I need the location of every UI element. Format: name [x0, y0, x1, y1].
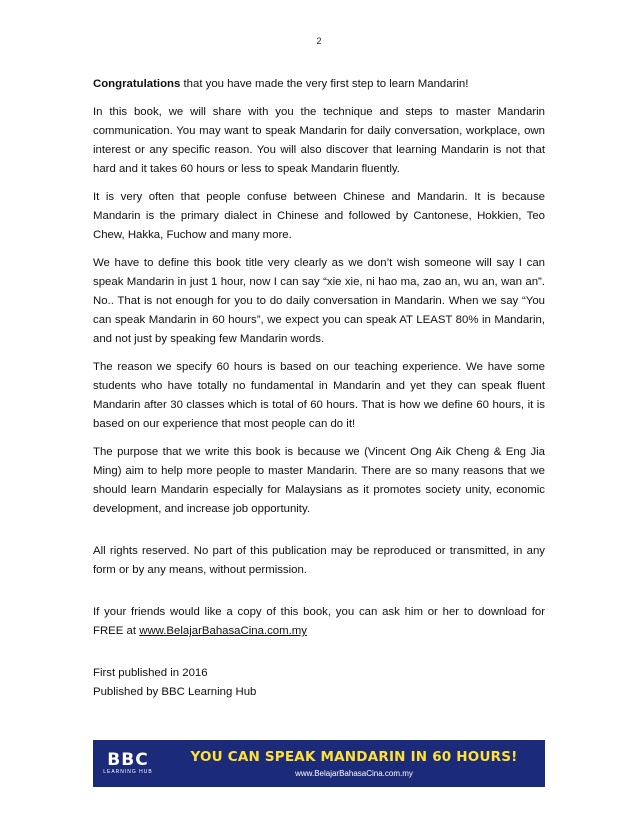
- share-paragraph: [93, 603, 545, 641]
- paragraph: It is very often that people confuse between Chinese and Mandarin. It is because Mandarin is the primary dialect in Chinese and followed by Cantonese, Hokkien, Teo Chew, Hakka, Fuchow and many more.: [93, 191, 545, 241]
- banner-main: [163, 740, 545, 787]
- logo-subtext: LEARNING HUB: [103, 768, 153, 775]
- published-year: First published in 2016: [93, 667, 208, 679]
- banner-headline: YOU CAN SPEAK MANDARIN IN 60 HOURS!: [190, 749, 518, 765]
- bbc-logo: [93, 740, 163, 787]
- paragraph: We have to define this book title very clearly as we don’t wish someone will say I can speak Mandarin in just 1 hour, now I can say “xie xie, ni hao ma, zao an, wu an, wan an”. No.. That is not enough for you to do daily conversation in Mandarin. When we say “You can speak Mandarin in 60 hours”, we expect you can speak AT LEAST 80% in Mandarin, and not just by speaking few Mandarin words.: [93, 257, 545, 345]
- page-number: 2: [316, 36, 322, 46]
- intro-text: that you have made the very first step to learn Mandarin!: [180, 78, 469, 90]
- paragraph: The purpose that we write this book is because we (Vincent Ong Aik Cheng & Eng Jia Ming) aim to help more people to master Mandarin. There are so many reasons that we should learn Mandarin especially for Malaysians as it promotes society unity, economic development, and increase job opportunity.: [93, 446, 545, 515]
- footer-banner: [93, 740, 545, 787]
- logo-text: BBC: [107, 749, 149, 770]
- banner-url: www.BelajarBahasaCina.com.my: [295, 769, 413, 778]
- paragraph: The reason we specify 60 hours is based on our teaching experience. We have some students who have totally no fundamental in Mandarin and yet they can speak fluent Mandarin after 30 classes which is total of 60 hours. That is how we define 60 hours, it is based on our experience that most people can do it!: [93, 361, 545, 430]
- share-text: If your friends would like a copy of this book, you can ask him or her to download for FREE at: [93, 606, 545, 637]
- intro-bold: Congratulations: [93, 78, 181, 90]
- publisher: Published by BBC Learning Hub: [93, 686, 257, 698]
- intro-paragraph: [93, 75, 545, 94]
- rights-notice: All rights reserved. No part of this publication may be reproduced or transmitted, in any form or by any means, without permission.: [93, 545, 545, 576]
- page-body: [93, 75, 545, 702]
- website-link[interactable]: www.BelajarBahasaCina.com.my: [139, 625, 307, 637]
- paragraph: In this book, we will share with you the technique and steps to master Mandarin communication. You may want to speak Mandarin for daily conversation, workplace, own interest or any specific reason. You will also discover that learning Mandarin is not that hard and it takes 60 hours or less to speak Mandarin fluently.: [93, 106, 545, 175]
